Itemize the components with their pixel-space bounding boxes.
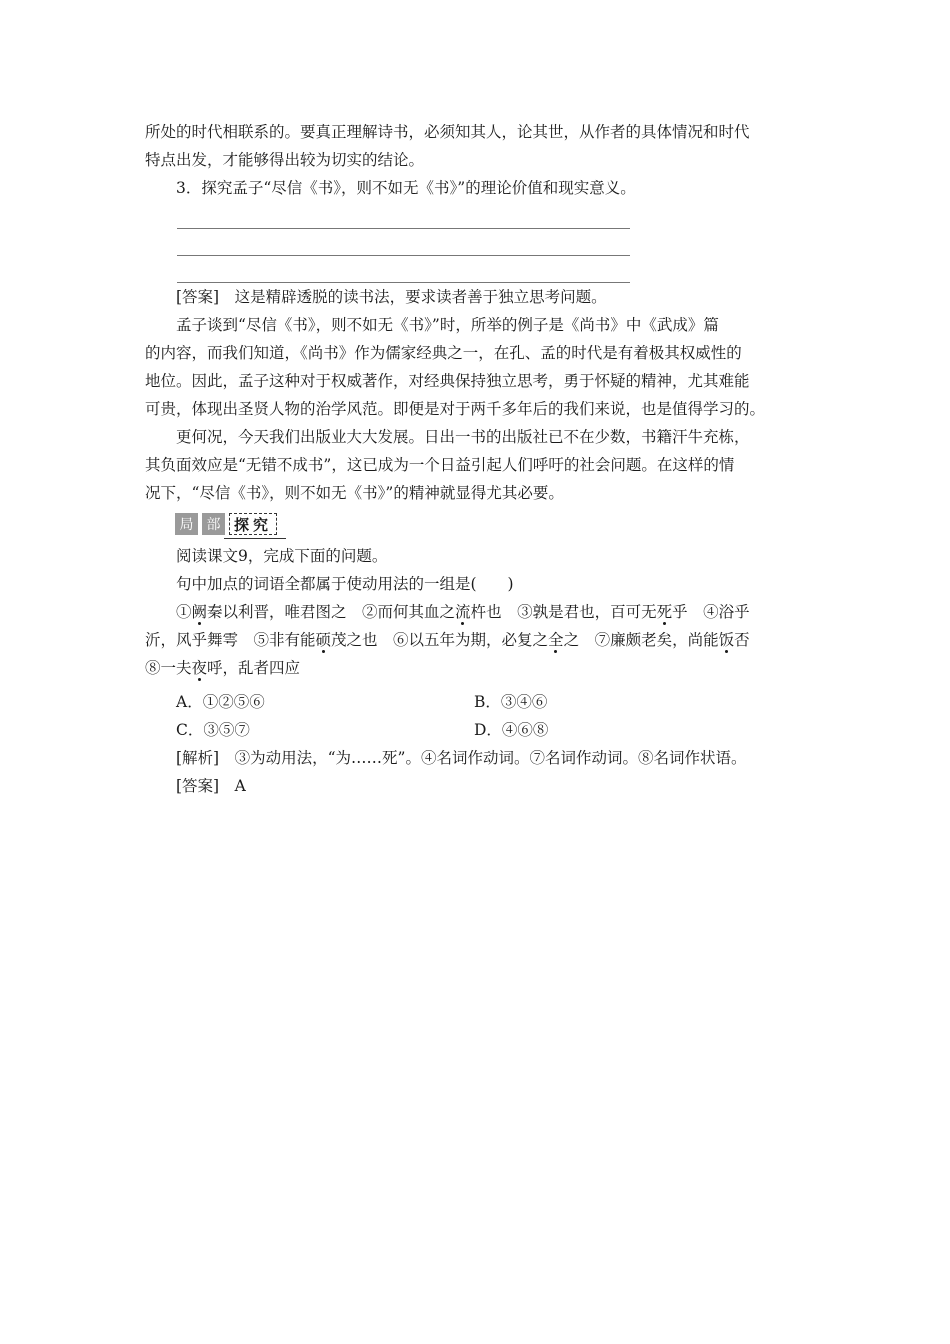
item-text: 呼，乱者四应 — [207, 659, 301, 677]
options-row-2 — [145, 716, 810, 744]
banner-highlight — [229, 513, 277, 535]
option-b[interactable]: B．③④⑥ — [474, 693, 548, 711]
item-text: 沂，风乎舞雩 ⑤非有能 — [145, 631, 316, 649]
dotted-word: 流 — [455, 603, 471, 621]
item-text: 杵也 ③孰是君也，百可无 — [470, 603, 657, 621]
question-3: 3．探究孟子“尽信《书》，则不如无《书》”的理论价值和现实意义。 — [176, 179, 636, 197]
options-row-1 — [145, 688, 810, 716]
dotted-word: 硕 — [315, 631, 332, 649]
banner-char-4: 究 — [253, 515, 273, 534]
section-banner — [175, 510, 810, 538]
exercise-intro: 阅读课文9，完成下面的问题。 — [176, 547, 388, 565]
item-text: 之 ⑦廉颇老矣，尚能 — [563, 631, 719, 649]
banner-char-3: 探 — [234, 515, 254, 534]
answer-blank-2[interactable] — [145, 229, 810, 256]
option-d[interactable]: D．④⑥⑧ — [474, 721, 549, 739]
answer-para-1-line-2: 的内容，而我们知道，《尚书》作为儒家经典之一，在孔、孟的时代是有着极其权威性的 — [145, 344, 742, 362]
item-text: ⑧一夫 — [145, 659, 192, 677]
option-a[interactable]: A．①②⑤⑥ — [176, 693, 265, 711]
answer-para-1-line-3: 地位。因此，孟子这种对于权威著作，对经典保持独立思考，勇于怀疑的精神，尤其难能 — [145, 372, 750, 390]
exercise-answer-text: A — [219, 777, 246, 795]
answer-blank-3[interactable] — [145, 256, 810, 283]
item-text: 茂之也 ⑥以五年为期，必复之 — [331, 631, 549, 649]
answer-3-line — [145, 283, 810, 311]
option-c[interactable]: C．③⑤⑦ — [176, 721, 250, 739]
analysis-text: ③为动用法，“为……死”。④名词作动词。⑦名词作动词。⑧名词作状语。 — [219, 749, 747, 767]
exercise-items-line-1 — [145, 598, 810, 626]
document-page — [145, 118, 810, 800]
answer-label: [答案] — [176, 288, 220, 306]
exercise-question: 句中加点的词语全都属于使动用法的一组是( ) — [176, 575, 514, 593]
answer-para-2-line-1: 更何况，今天我们出版业大大发展。日出一书的出版社已不在少数，书籍汗牛充栋， — [176, 428, 750, 446]
dotted-word: 夜 — [191, 659, 208, 677]
answer-para-2-line-2: 其负面效应是“无错不成书”，这已成为一个日益引起人们呼吁的社会问题。在这样的情 — [145, 456, 735, 474]
intro-line-1: 所处的时代相联系的。要真正理解诗书，必须知其人，论其世，从作者的具体情况和时代 — [145, 123, 750, 141]
dotted-word: 全 — [548, 631, 564, 649]
item-text: 否 — [734, 631, 750, 649]
dotted-word: 阙 — [191, 603, 208, 621]
analysis-label: [解析] — [176, 749, 220, 767]
answer-para-1-line-1: 孟子谈到“尽信《书》，则不如无《书》”时，所举的例子是《尚书》中《武成》篇 — [176, 316, 719, 334]
item-text: 秦以利晋，唯君图之 ②而何其血之 — [207, 603, 456, 621]
banner-char-2: 部 — [202, 513, 225, 535]
item-text: 乎 ④浴乎 — [672, 603, 750, 621]
exercise-items-line-3 — [145, 654, 810, 682]
item-text: ① — [176, 603, 192, 621]
exercise-answer-line — [145, 772, 810, 800]
answer-para-1-line-4: 可贵，体现出圣贤人物的治学风范。即便是对于两千多年后的我们来说，也是值得学习的。 — [145, 400, 766, 418]
intro-line-2: 特点出发，才能够得出较为切实的结论。 — [145, 151, 425, 169]
answer-text: 这是精辟透脱的读书法，要求读者善于独立思考问题。 — [219, 288, 607, 306]
answer-para-2-line-3: 况下，“尽信《书》，则不如无《书》”的精神就显得尤其必要。 — [145, 484, 564, 502]
analysis-line — [145, 744, 810, 772]
exercise-items-line-2 — [145, 626, 810, 654]
dotted-word: 死 — [656, 603, 673, 621]
banner-char-1: 局 — [175, 513, 198, 535]
exercise-answer-label: [答案] — [176, 777, 220, 795]
answer-blank-1[interactable] — [145, 202, 810, 229]
dotted-word: 饭 — [718, 631, 735, 649]
